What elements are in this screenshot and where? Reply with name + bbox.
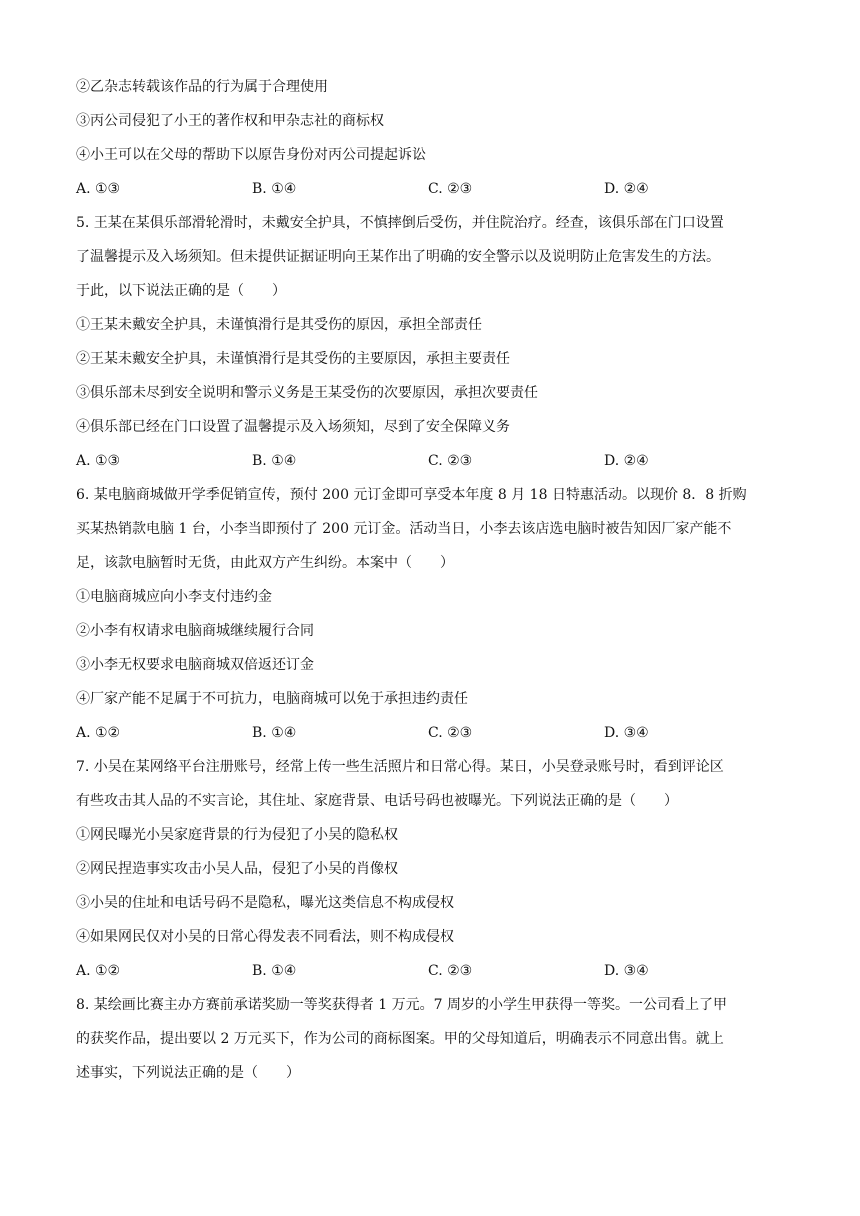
question-stem-line: 7. 小吴在某网络平台注册账号，经常上传一些生活照片和日常心得。某日，小吴登录账号时，看到评论区: [76, 759, 724, 775]
option-b: B. ①④: [252, 963, 297, 979]
question-stem-line: 足，该款电脑暂时无货，由此双方产生纠纷。本案中（ ）: [76, 555, 454, 571]
question-7: [76, 750, 786, 988]
question-stem-line: 述事实，下列说法正确的是（ ）: [76, 1065, 300, 1081]
question-stem-line: 于此，以下说法正确的是（ ）: [76, 283, 286, 299]
option-b: B. ①④: [252, 181, 297, 197]
option-a: A. ①②: [76, 725, 121, 741]
statement-3: ③丙公司侵犯了小王的著作权和甲杂志社的商标权: [76, 113, 384, 129]
option-a: A. ①②: [76, 963, 121, 979]
option-d: D. ③④: [604, 725, 649, 741]
answer-options: [76, 444, 786, 478]
option-a: A. ①③: [76, 181, 121, 197]
answer-options: [76, 954, 786, 988]
statement-2: ②小李有权请求电脑商城继续履行合同: [76, 623, 314, 639]
answer-options: [76, 172, 786, 206]
question-stem-line: 了温馨提示及入场须知。但未提供证据证明向王某作出了明确的安全警示以及说明防止危害发生的方法。: [76, 249, 720, 265]
statement-1: ①电脑商城应向小李支付违约金: [76, 589, 272, 605]
statement-2: ②王某未戴安全护具，未谨慎滑行是其受伤的主要原因，承担主要责任: [76, 351, 510, 367]
page-content: [76, 70, 786, 1090]
option-c: C. ②③: [428, 725, 473, 741]
statement-4: ④厂家产能不足属于不可抗力，电脑商城可以免于承担违约责任: [76, 691, 468, 707]
option-b: B. ①④: [252, 725, 297, 741]
statement-2: ②乙杂志转载该作品的行为属于合理使用: [76, 79, 328, 95]
question-4-continued: [76, 70, 786, 206]
option-c: C. ②③: [428, 453, 473, 469]
question-stem-line: 5. 王某在某俱乐部滑轮滑时，未戴安全护具，不慎摔倒后受伤，并住院治疗。经查，该俱乐部在门口设置: [76, 215, 724, 231]
question-stem-line: 6. 某电脑商城做开学季促销宣传，预付 200 元订金即可享受本年度 8 月 18 日特惠活动。以现价 8．8 折购: [76, 487, 747, 503]
question-5: [76, 206, 786, 478]
statement-4: ④如果网民仅对小吴的日常心得发表不同看法，则不构成侵权: [76, 929, 454, 945]
option-d: D. ②④: [604, 453, 649, 469]
statement-4: ④俱乐部已经在门口设置了温馨提示及入场须知，尽到了安全保障义务: [76, 419, 510, 435]
question-stem-line: 8. 某绘画比赛主办方赛前承诺奖励一等奖获得者 1 万元。7 周岁的小学生甲获得一等奖。一公司看上了甲: [76, 997, 727, 1013]
question-6: [76, 478, 786, 750]
statement-3: ③俱乐部未尽到安全说明和警示义务是王某受伤的次要原因，承担次要责任: [76, 385, 538, 401]
option-a: A. ①③: [76, 453, 121, 469]
statement-4: ④小王可以在父母的帮助下以原告身份对丙公司提起诉讼: [76, 147, 426, 163]
statement-3: ③小李无权要求电脑商城双倍返还订金: [76, 657, 314, 673]
option-d: D. ③④: [604, 963, 649, 979]
statement-2: ②网民捏造事实攻击小吴人品，侵犯了小吴的肖像权: [76, 861, 398, 877]
option-d: D. ②④: [604, 181, 649, 197]
statement-3: ③小吴的住址和电话号码不是隐私，曝光这类信息不构成侵权: [76, 895, 454, 911]
question-stem-line: 的获奖作品，提出要以 2 万元买下，作为公司的商标图案。甲的父母知道后，明确表示不同意出售。就上: [76, 1031, 724, 1047]
question-stem-line: 有些攻击其人品的不实言论，其住址、家庭背景、电话号码也被曝光。下列说法正确的是（ ）: [76, 793, 678, 809]
statement-1: ①王某未戴安全护具，未谨慎滑行是其受伤的原因，承担全部责任: [76, 317, 482, 333]
option-c: C. ②③: [428, 181, 473, 197]
option-b: B. ①④: [252, 453, 297, 469]
option-c: C. ②③: [428, 963, 473, 979]
question-8: [76, 988, 786, 1090]
question-stem-line: 买某热销款电脑 1 台，小李当即预付了 200 元订金。活动当日，小李去该店选电脑时被告知因厂家产能不: [76, 521, 732, 537]
statement-1: ①网民曝光小吴家庭背景的行为侵犯了小吴的隐私权: [76, 827, 398, 843]
answer-options: [76, 716, 786, 750]
